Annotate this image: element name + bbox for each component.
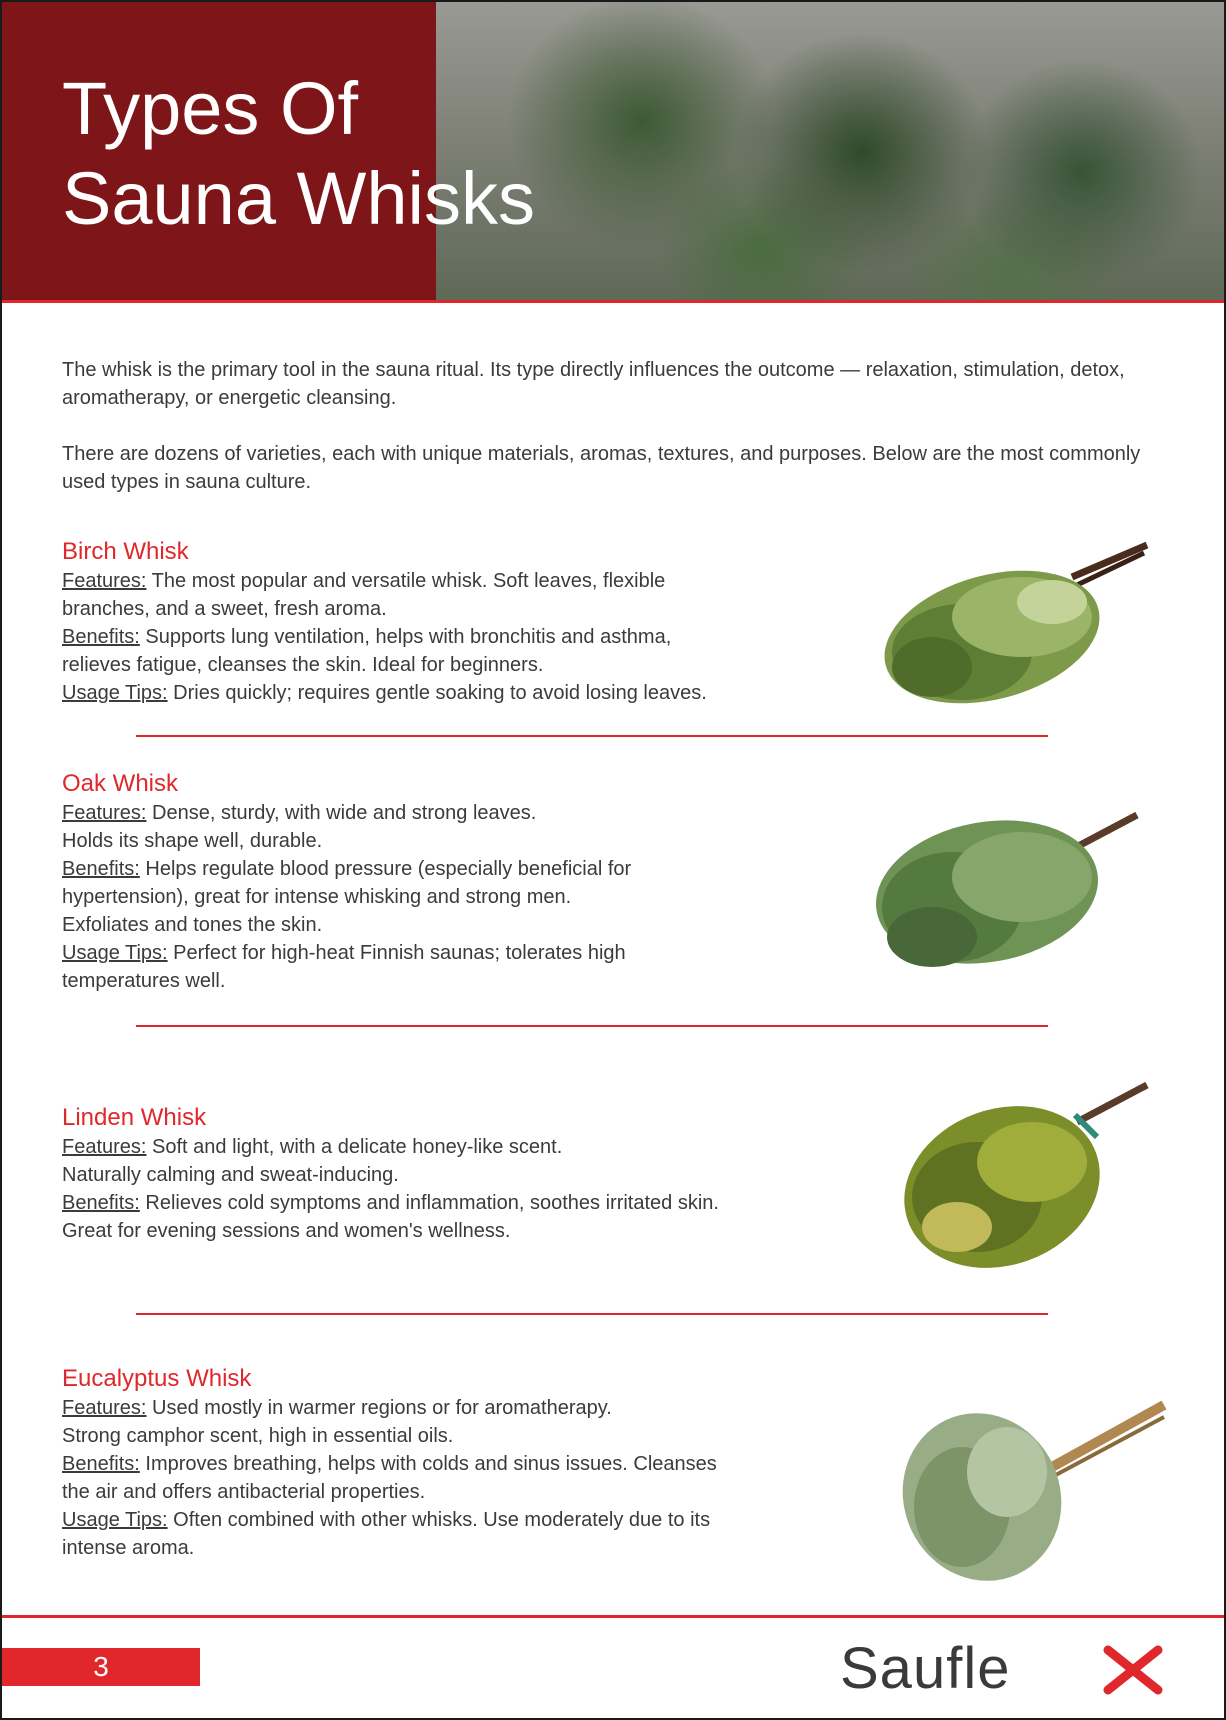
text-row xyxy=(62,1161,822,1189)
row-label: Features: xyxy=(62,570,147,592)
page-number: 3 xyxy=(2,1648,200,1686)
birch-whisk-title: Birch Whisk xyxy=(62,538,189,565)
intro-paragraph-2: There are dozens of varieties, each with unique materials, aromas, textures, and purposes. Below are the most commonly used types in sauna culture. xyxy=(62,443,1141,493)
row-text: Relieves cold symptoms and inflammation, soothes irritated skin. xyxy=(139,1192,719,1214)
eucalyptus-whisk-description xyxy=(62,1394,822,1562)
text-row xyxy=(62,567,822,595)
text-row xyxy=(62,679,822,707)
row-text: Exfoliates and tones the skin. xyxy=(62,914,323,936)
row-label: Features: xyxy=(62,802,147,824)
row-label: Features: xyxy=(62,1397,147,1419)
text-row xyxy=(62,1394,822,1422)
text-row xyxy=(62,1217,822,1245)
row-text: Dense, sturdy, with wide and strong leaves. xyxy=(146,802,537,824)
text-row xyxy=(62,623,822,651)
row-label: Benefits: xyxy=(62,858,140,880)
section-divider xyxy=(136,735,1048,737)
sauflex-logo xyxy=(840,1638,1170,1698)
text-row xyxy=(62,1133,822,1161)
page-title-line2: Sauna Whisks xyxy=(62,157,535,240)
eucalyptus-whisk-image xyxy=(902,1377,1172,1587)
oak-whisk-title: Oak Whisk xyxy=(62,770,179,797)
row-text: hypertension), great for intense whisking and strong men. xyxy=(62,886,572,908)
header-banner xyxy=(2,2,1224,302)
text-row xyxy=(62,1450,822,1478)
row-text: intense aroma. xyxy=(62,1537,195,1559)
header-divider xyxy=(2,300,1224,303)
linden-whisk-title: Linden Whisk xyxy=(62,1104,207,1131)
text-row xyxy=(62,967,822,995)
row-label: Benefits: xyxy=(62,1453,140,1475)
row-text: Dries quickly; requires gentle soaking to avoid losing leaves. xyxy=(167,682,707,704)
birch-whisk-image xyxy=(872,537,1152,717)
row-text: Strong camphor scent, high in essential oils. xyxy=(62,1425,454,1447)
row-text: Naturally calming and sweat-inducing. xyxy=(62,1164,399,1186)
text-row xyxy=(62,1534,822,1562)
text-row xyxy=(62,595,822,623)
row-text: Supports lung ventilation, helps with bronchitis and asthma, xyxy=(139,626,672,648)
row-text: Holds its shape well, durable. xyxy=(62,830,323,852)
row-label: Usage Tips: xyxy=(62,682,168,704)
text-row xyxy=(62,883,822,911)
row-label: Benefits: xyxy=(62,626,140,648)
row-text: Improves breathing, helps with colds and sinus issues. Cleanses xyxy=(139,1453,717,1475)
section-divider xyxy=(136,1313,1048,1315)
row-label: Usage Tips: xyxy=(62,942,168,964)
text-row xyxy=(62,855,822,883)
text-row xyxy=(62,1189,822,1217)
oak-whisk-image xyxy=(872,797,1152,987)
row-text: Used mostly in warmer regions or for aromatherapy. xyxy=(146,1397,612,1419)
linden-whisk-image xyxy=(897,1077,1157,1277)
row-text: Perfect for high-heat Finnish saunas; tolerates high xyxy=(167,942,626,964)
row-text: branches, and a sweet, fresh aroma. xyxy=(62,598,387,620)
text-row xyxy=(62,911,822,939)
row-text: the air and offers antibacterial properties. xyxy=(62,1481,426,1503)
row-text: temperatures well. xyxy=(62,970,226,992)
eucalyptus-whisk-title: Eucalyptus Whisk xyxy=(62,1365,252,1392)
text-row xyxy=(62,1506,822,1534)
page-title-line1: Types Of xyxy=(62,67,359,150)
row-text: relieves fatigue, cleanses the skin. Ideal for beginners. xyxy=(62,654,544,676)
footer-divider xyxy=(2,1615,1224,1618)
linden-whisk-description xyxy=(62,1133,822,1245)
text-row xyxy=(62,651,822,679)
text-row xyxy=(62,827,822,855)
row-label: Benefits: xyxy=(62,1192,140,1214)
section-divider xyxy=(136,1025,1048,1027)
text-row xyxy=(62,1422,822,1450)
text-row xyxy=(62,799,822,827)
row-text: Soft and light, with a delicate honey-like scent. xyxy=(146,1136,563,1158)
page-title xyxy=(62,64,535,244)
oak-whisk-description xyxy=(62,799,822,995)
row-text: The most popular and versatile whisk. Soft leaves, flexible xyxy=(146,570,666,592)
svg-text:Saufle: Saufle xyxy=(840,1638,1011,1698)
row-text: Great for evening sessions and women's wellness. xyxy=(62,1220,511,1242)
row-text: Often combined with other whisks. Use moderately due to its xyxy=(167,1509,711,1531)
row-text: Helps regulate blood pressure (especially beneficial for xyxy=(139,858,632,880)
birch-whisk-description xyxy=(62,567,822,707)
intro-paragraph-1: The whisk is the primary tool in the sauna ritual. Its type directly influences the outcome — relaxation, stimulation, detox, aromatherapy, or energetic cleansing. xyxy=(62,359,1125,409)
row-label: Features: xyxy=(62,1136,147,1158)
text-row xyxy=(62,939,822,967)
row-label: Usage Tips: xyxy=(62,1509,168,1531)
text-row xyxy=(62,1478,822,1506)
